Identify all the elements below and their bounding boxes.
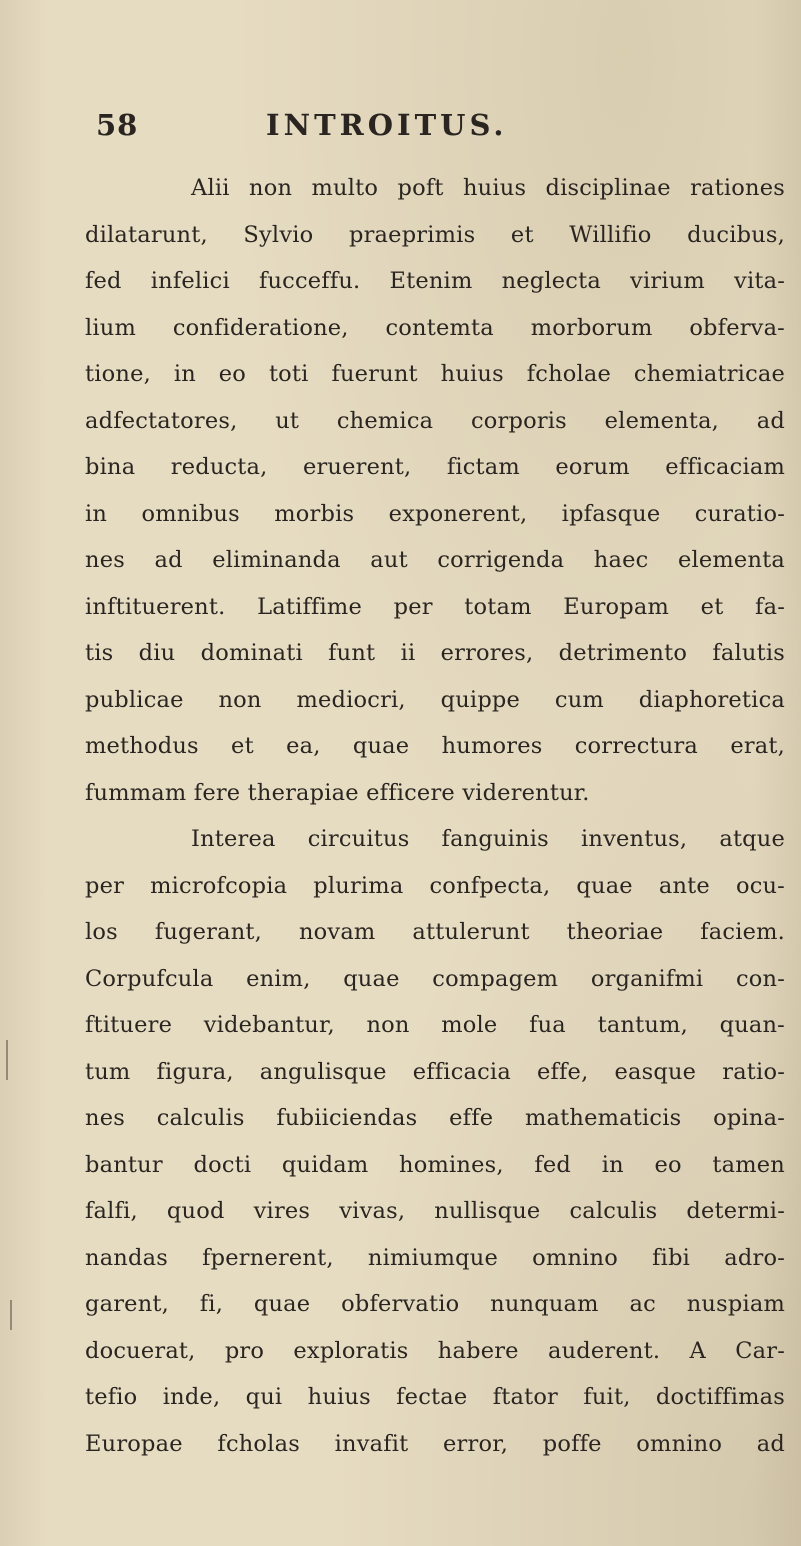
text-line: tis diu dominati funt ii errores, detrimento falutis xyxy=(85,640,785,666)
margin-mark xyxy=(10,1300,12,1330)
text-line: Alii non multo poft huius disciplinae rationes xyxy=(191,175,785,201)
text-line: garent, fi, quae obfervatio nunquam ac nuspiam xyxy=(85,1291,785,1317)
text-line: tum figura, angulisque efficacia effe, easque ratio- xyxy=(85,1058,785,1085)
text-line: docuerat, pro exploratis habere auderent. A Car- xyxy=(85,1337,785,1364)
text-line: fed infelici fucceffu. Etenim neglecta virium vita- xyxy=(85,268,785,294)
text-line: tefio inde, qui huius fectae ftator fuit, doctiffimas xyxy=(85,1384,785,1410)
text-line: methodus et ea, quae humores correctura erat, xyxy=(85,733,785,759)
text-line: publicae non mediocri, quippe cum diaphoretica xyxy=(85,686,785,713)
text-line: nandas fpernerent, nimiumque omnino fibi adro- xyxy=(85,1244,785,1271)
text-line: nes calculis fubiiciendas effe mathematicis opina- xyxy=(85,1105,785,1131)
text-line: tione, in eo toti fuerunt huius fcholae chemiatricae xyxy=(85,361,785,387)
text-line: adfectatores, ut chemica corporis elementa, ad xyxy=(85,407,785,434)
text-line: dilatarunt, Sylvio praeprimis et Willifio ducibus, xyxy=(85,221,785,248)
text-line: Europae fcholas invafit error, poffe omnino ad xyxy=(85,1430,785,1457)
body-text xyxy=(85,165,785,1467)
text-line: per microfcopia plurima confpecta, quae ante ocu- xyxy=(85,872,785,899)
text-line: los fugerant, novam attulerunt theoriae faciem. xyxy=(85,919,785,945)
text-line: Corpufcula enim, quae compagem organifmi con- xyxy=(85,965,785,992)
text-line: ftituere videbantur, non mole fua tantum, quan- xyxy=(85,1012,785,1038)
text-line: Interea circuitus fanguinis inventus, atque xyxy=(191,826,785,852)
text-line: bantur docti quidam homines, fed in eo tamen xyxy=(85,1151,785,1178)
running-title: INTROITUS. xyxy=(266,108,508,142)
text-line: nes ad eliminanda aut corrigenda haec elementa xyxy=(85,547,785,573)
text-line: in omnibus morbis exponerent, ipfasque curatio- xyxy=(85,500,785,527)
margin-mark xyxy=(6,1040,8,1080)
text-line: lium confideratione, contemta morborum obferva- xyxy=(85,314,785,341)
text-line: fummam fere therapiae efficere viderentur. xyxy=(85,779,590,806)
text-line: inftituerent. Latiffime per totam Europam et fa- xyxy=(85,593,785,620)
text-line: bina reducta, eruerent, fictam eorum efficaciam xyxy=(85,454,785,480)
running-head xyxy=(96,108,696,148)
page-number: 58 xyxy=(96,108,139,142)
text-line: falfi, quod vires vivas, nullisque calculis determi- xyxy=(85,1198,785,1224)
